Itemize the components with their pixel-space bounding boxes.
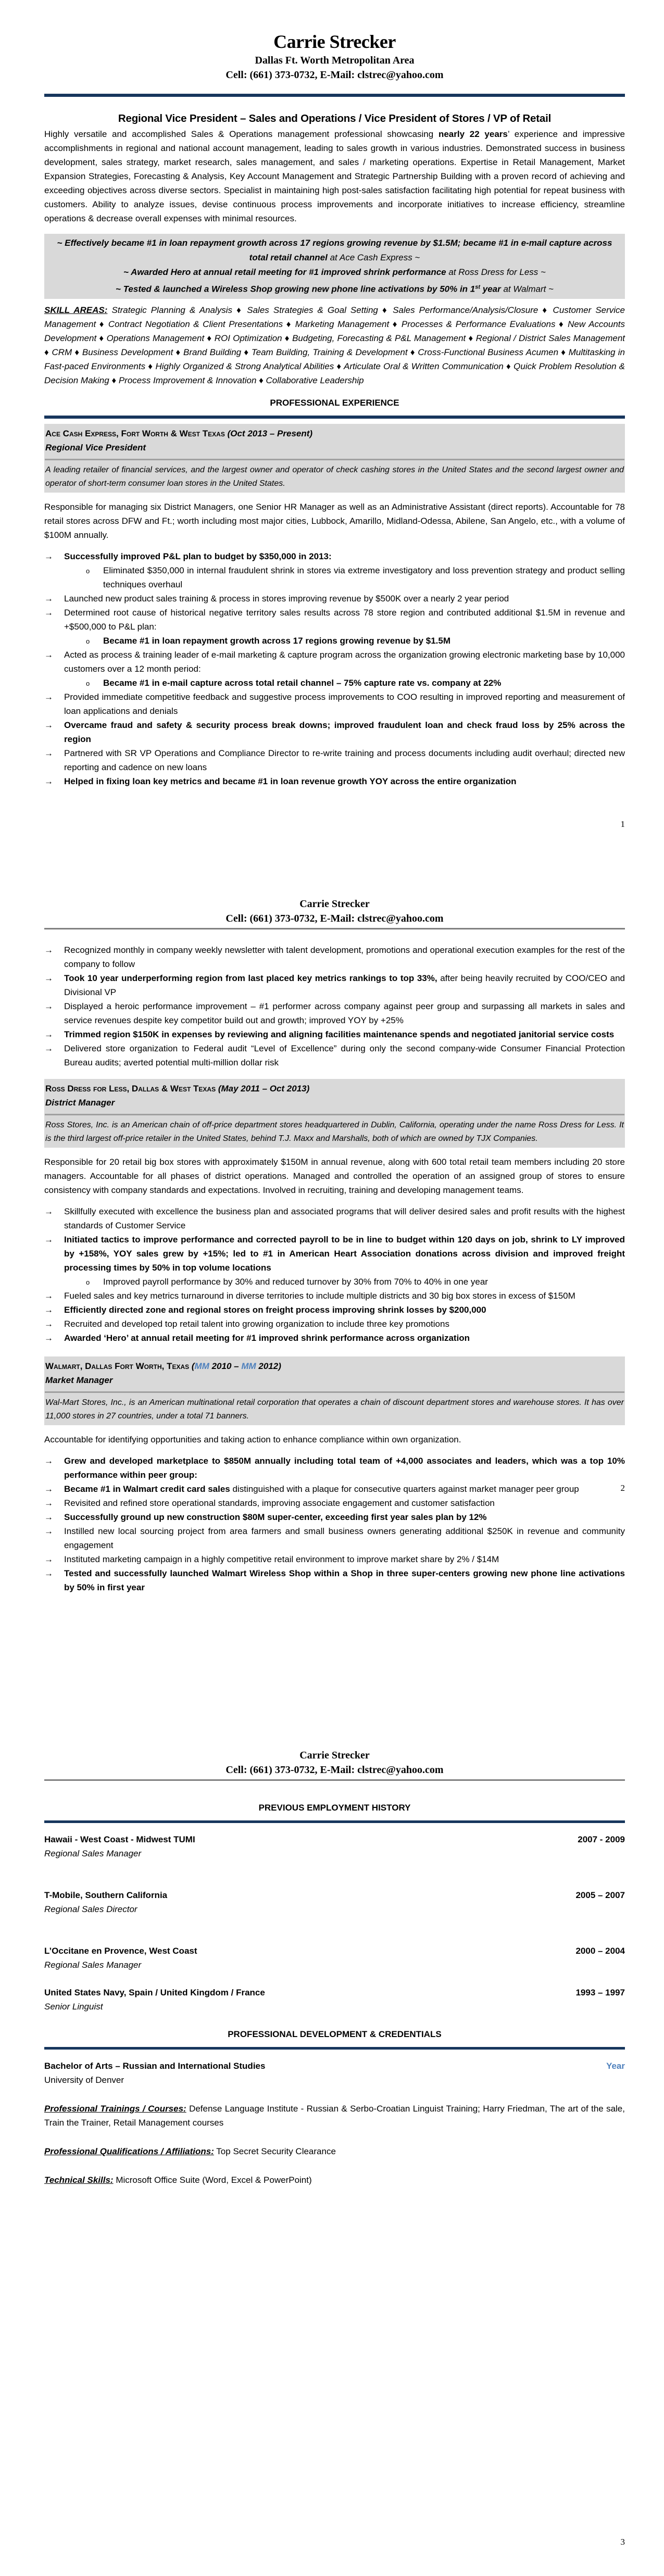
item-text: Initiated tactics to improve performance and corrected payroll to be in line to budget within 120 days on job, shrink to LY improved by +158%, YOY sales grew by +15%; led to #1 in American Heart Association donations across division and improved freight processing times by 50% in top volume locations <box>64 1235 625 1273</box>
list-item <box>44 999 625 1027</box>
company-name: T-Mobile, Southern California <box>44 1890 168 1900</box>
list-item <box>44 1303 625 1317</box>
summary-text-rest: ’ experience and impressive accomplishments in regional and national account management, leading to sales growth in various industries. Demonstrated success in business development, sales strategy, market research, sales management, and sales / marketing operations. Expertise in Retail Management, Market Expansion Strategies, Forecasting & Analysis, Key Account Management and Strategic Partnership Building with a proven record of achieving and exceeding objectives across diverse sectors. Specialist in maintaining high post-sales satisfaction facilitating high potential for repeat business with customers. Ability to analyze issues, devise continuous process improvements and incorporate initiatives to increase efficiency, streamline operations & decrease overall expenses with minimal resources. <box>44 129 625 223</box>
item-text-bold: Took 10 year underperforming region from last placed key metrics rankings to top 33%, <box>64 973 437 983</box>
candidate-contact: Cell: (661) 373-0732, E-Mail: clstrec@yahoo.com <box>225 69 444 81</box>
arrow-icon: → <box>44 607 53 618</box>
technical-skills-text: Microsoft Office Suite (Word, Excel & PowerPoint) <box>113 2175 312 2185</box>
arrow-icon: → <box>44 593 53 604</box>
highlight-item <box>48 236 621 265</box>
arrow-icon: → <box>44 1568 53 1578</box>
highlight-rest: at Ross Dress for Less ~ <box>446 267 546 277</box>
job-dates: (May 2011 – Oct 2013) <box>218 1084 310 1094</box>
arrow-icon: → <box>44 1029 53 1039</box>
list-item <box>44 774 625 788</box>
job-role: Regional Sales Director <box>44 1904 137 1914</box>
item-text: Tested and successfully launched Walmart Wireless Shop within a Shop in three super-centers growing new phone line activations by 50% in first year <box>64 1568 625 1592</box>
item-text: Fueled sales and key metrics turnaround in diverse territories to include multiple districts and 30 big box stores in excess of $150M <box>64 1291 575 1301</box>
list-item <box>44 1289 625 1303</box>
arrow-icon: → <box>44 649 53 660</box>
item-text: Trimmed region $150K in expenses by reviewing and aligning facilities maintenance spends and negotiated janitorial service costs <box>64 1029 615 1039</box>
previous-job-header <box>44 1832 625 1846</box>
header-divider <box>44 94 625 97</box>
job-role: Regional Sales Manager <box>44 1960 142 1970</box>
degree-title: Bachelor of Arts – Russian and International Studies <box>44 2061 266 2071</box>
running-header-divider <box>44 1779 625 1781</box>
arrow-icon: → <box>44 692 53 702</box>
item-text: Overcame fraud and safety & security process break downs; improved fraudulent loan and check fraud loss by 25% across the region <box>64 720 625 744</box>
job-role: Senior Linguist <box>44 2002 103 2012</box>
circle-bullet-icon: o <box>86 567 90 575</box>
trainings <box>44 2102 625 2130</box>
highlight-bold: ~ Effectively became #1 in loan repayment growth across 17 regions growing revenue by $1.5M; became #1 in e-mail capture across total retail channel <box>57 238 612 262</box>
company-description: Wal-Mart Stores, Inc., is an American multinational retail corporation that operates a chain of discount department stores and warehouse stores. It has over 11,000 stores in 27 countries, under a total 71 banners. <box>45 1398 624 1421</box>
previous-job-header <box>44 1986 625 2000</box>
highlight-sup: st <box>475 284 481 290</box>
item-text: Eliminated $350,000 in internal fraudulent shrink in stores via extreme investigatory and loss prevention strategy and product selling techniques overhaul <box>103 565 625 589</box>
qualifications-label: Professional Qualifications / Affiliations: <box>44 2146 214 2156</box>
job-dates <box>192 1361 281 1371</box>
list-item <box>44 1027 625 1041</box>
highlight-item <box>48 265 621 280</box>
item-text: Recognized monthly in company weekly newsletter with talent development, promotions and operational execution examples for the rest of the company to follow <box>64 945 625 969</box>
company-line <box>44 426 625 441</box>
skill-areas-label: SKILL AREAS: <box>44 305 108 315</box>
job-dates: (Oct 2013 – Present) <box>227 428 313 438</box>
trainings-text: Defense Language Institute - Russian & Serbo-Croatian Linguist Training; Harry Friedman, The art of the sale, Train the Trainer, Retail Management courses <box>44 2104 625 2128</box>
arrow-icon: → <box>44 1235 53 1245</box>
company-description: A leading retailer of financial services, and the largest owner and operator of check cashing stores in the United States and the second largest owner and operator of short-term consumer loan stores in the United States. <box>45 465 624 488</box>
technical-skills <box>44 2173 625 2187</box>
running-header-contact: Cell: (661) 373-0732, E-Mail: clstrec@yahoo.com <box>225 913 444 924</box>
previous-job <box>44 1888 625 1916</box>
running-header-divider <box>44 928 625 929</box>
previous-employment-list <box>44 1832 625 2014</box>
list-item <box>44 592 625 606</box>
list-item <box>44 1331 625 1345</box>
highlight-item <box>48 280 621 297</box>
degree-row <box>44 2059 625 2073</box>
item-text: Became #1 in loan repayment growth across 17 regions growing revenue by $1.5M <box>103 635 451 646</box>
page-2 <box>0 846 664 1698</box>
highlights-box <box>44 234 625 299</box>
list-item <box>44 690 625 718</box>
sub-item <box>44 1275 625 1289</box>
item-text: Improved payroll performance by 30% and reduced turnover by 30% from 70% to 40% in one year <box>103 1277 488 1287</box>
date-paren: ( <box>191 1361 195 1371</box>
achievements-list <box>44 1204 625 1345</box>
candidate-location: Dallas Ft. Worth Metropolitan Area <box>255 55 415 66</box>
company-line <box>44 1359 625 1373</box>
highlight-bold: year <box>480 284 501 294</box>
item-text: Efficiently directed zone and regional stores on freight process improving shrink losses by $200,000 <box>64 1305 486 1315</box>
sub-item <box>44 634 625 648</box>
job-header-ross <box>44 1079 625 1148</box>
list-item <box>44 1454 625 1482</box>
target-title: Regional Vice President – Sales and Operations / Vice President of Stores / VP of Retail <box>118 112 552 124</box>
item-text: Skillfully executed with excellence the business plan and associated programs that will deliver desired sales and profit results with the highest standards of Customer Service <box>64 1207 625 1230</box>
item-text: Became #1 in e-mail capture across total retail channel – 75% capture rate vs. company at 22% <box>103 677 502 688</box>
sub-list <box>64 1275 625 1289</box>
job-dates: 2007 - 2009 <box>578 1834 625 1844</box>
skill-areas <box>44 303 625 387</box>
list-item <box>44 1041 625 1070</box>
running-header-name: Carrie Strecker <box>299 1750 370 1761</box>
job-role: District Manager <box>45 1098 115 1108</box>
list-item <box>44 1566 625 1594</box>
circle-bullet-icon: o <box>86 679 90 687</box>
achievements-list <box>44 1454 625 1594</box>
item-text: Successfully improved P&L plan to budget by $350,000 in 2013: <box>64 551 332 561</box>
company-name: Ross Dress for Less, Dallas & West Texas <box>45 1084 216 1094</box>
arrow-icon: → <box>44 1001 53 1011</box>
item-text: Instituted marketing campaign in a highly competitive retail environment to improve market share by 2% / $14M <box>64 1554 499 1564</box>
sub-list <box>64 676 625 690</box>
circle-bullet-icon: o <box>86 1278 90 1286</box>
sub-item <box>44 676 625 690</box>
arrow-icon: → <box>44 720 53 730</box>
previous-job <box>44 1832 625 1861</box>
list-item <box>44 718 625 746</box>
arrow-icon: → <box>44 945 53 955</box>
list-item <box>44 606 625 648</box>
page-number: 1 <box>620 819 625 829</box>
item-text: Grew and developed marketplace to $850M annually including total team of +4,000 associates and leaders, which was a top 10% performance within peer group: <box>64 1456 625 1480</box>
running-header-contact: Cell: (661) 373-0732, E-Mail: clstrec@yahoo.com <box>225 1764 444 1776</box>
previous-job-header <box>44 1888 625 1902</box>
company-description: Ross Stores, Inc. is an American chain of off-price department stores headquartered in Dublin, California, operating under the name Ross Dress for Less. It is the third largest off-price retailer in the United States, behind T.J. Maxx and Marshalls, both of which are owned by TJX Companies. <box>45 1121 624 1143</box>
arrow-icon: → <box>44 1207 53 1216</box>
list-item <box>44 746 625 774</box>
achievements-list-continued <box>44 943 625 1070</box>
arrow-icon: → <box>44 1484 53 1494</box>
section-divider <box>44 1820 625 1823</box>
placeholder-month: MM <box>194 1361 209 1371</box>
job-header-ace <box>44 424 625 493</box>
item-text: Awarded ‘Hero’ at annual retail meeting for #1 improved shrink performance across organization <box>64 1333 470 1343</box>
skill-areas-list: Strategic Planning & Analysis ♦ Sales Strategies & Goal Setting ♦ Sales Performance/Analysis/Closure ♦ Customer Service Management ♦ Contract Negotiation & Client Presentations ♦ Marketing Management ♦ Processes & Performance Evaluations ♦ New Accounts Development ♦ Operations Management ♦ ROI Optimization ♦ Budgeting, Forecasting & P&L Management ♦ Regional / District Sales Management ♦ CRM ♦ Business Development ♦ Brand Building ♦ Team Building, Training & Development ♦ Cross-Functional Business Acumen ♦ Multitasking in Fast-paced Environments ♦ Highly Organized & Strong Analytical Abilities ♦ Articulate Oral & Written Communication ♦ Quick Problem Resolution & Decision Making ♦ Process Improvement & Innovation ♦ Collaborative Leadership <box>44 305 625 385</box>
highlight-bold: ~ Awarded Hero at annual retail meeting for #1 improved shrink performance <box>123 267 446 277</box>
item-text: Provided immediate competitive feedback and suggestive process improvements to COO resulting in improved reporting and measurement of loan applications and denials <box>64 692 625 716</box>
list-item <box>44 971 625 999</box>
item-text: Delivered store organization to Federal audit “Level of Excellence” during only the second company-wide Consumer Financial Protection Bureau audits; averted potential multi-million dollar risk <box>64 1044 625 1067</box>
arrow-icon: → <box>44 1319 53 1329</box>
job-dates: 1993 – 1997 <box>575 1988 625 1997</box>
list-item <box>44 648 625 690</box>
item-text: Acted as process & training leader of e-mail marketing & capture program across the organization growing electronic marketing base by 10,000 customers over a 12 month period: <box>64 649 625 674</box>
company-name: Walmart, Dallas Fort Worth, Texas <box>45 1361 190 1371</box>
highlight-rest: at Walmart ~ <box>500 284 554 294</box>
section-divider <box>44 2047 625 2050</box>
company-name: Hawaii - West Coast - Midwest TUMI <box>44 1834 195 1844</box>
list-item <box>44 943 625 971</box>
item-text: Displayed a heroic performance improvement – #1 performer across company against peer group and surpassing all markets in sales and service revenues despite key competitor build out and growth; improved YOY by +25% <box>64 1001 625 1025</box>
job-dates: 2000 – 2004 <box>575 1946 625 1956</box>
candidate-name: Carrie Strecker <box>273 31 396 52</box>
arrow-icon: → <box>44 1305 53 1315</box>
highlight-bold: ~ Tested & launched a Wireless Shop growing new phone line activations by 50% in 1 <box>116 284 475 294</box>
item-text: Helped in fixing loan key metrics and became #1 in loan revenue growth YOY across the entire organization <box>64 776 517 786</box>
list-item <box>44 1496 625 1510</box>
job-header-walmart <box>44 1356 625 1425</box>
list-item <box>44 1233 625 1289</box>
company-line <box>44 1082 625 1096</box>
list-item <box>44 549 625 592</box>
arrow-icon: → <box>44 551 53 561</box>
job-role: Regional Vice President <box>45 442 146 453</box>
list-item <box>44 1524 625 1552</box>
item-text: after being heavily recruited by COO/CEO and Divisional VP <box>64 973 625 997</box>
job-role: Market Manager <box>45 1375 113 1385</box>
previous-job-header <box>44 1944 625 1958</box>
sub-item <box>44 563 625 592</box>
previous-job <box>44 1986 625 2014</box>
item-text: Revisited and refined store operational standards, improving associate engagement and customer satisfaction <box>64 1498 495 1508</box>
achievements-list <box>44 549 625 788</box>
item-text: distinguished with a plaque for consecutive quarters against market manager peer group <box>230 1484 579 1494</box>
section-title-experience: PROFESSIONAL EXPERIENCE <box>270 397 399 408</box>
school-name: University of Denver <box>44 2075 124 2085</box>
date-year: 2010 – <box>209 1361 242 1371</box>
sub-list <box>64 634 625 648</box>
arrow-icon: → <box>44 1044 53 1053</box>
item-text: Successfully ground up new construction $80M super-center, exceeding first year sales plan by 12% <box>64 1512 487 1522</box>
date-year: 2012) <box>256 1361 281 1371</box>
arrow-icon: → <box>44 776 53 786</box>
company-name: L’Occitane en Provence, West Coast <box>44 1946 197 1956</box>
job-summary: Responsible for managing six District Managers, one Senior HR Manager as well as an Administrative Assistant (direct reports). Accountable for 78 retail stores across DFW and Ft.; worth including most major cities, Lubbock, Amarillo, Midland-Odessa, Abilene, San Angelo, etc., with a volume of $100M annually. <box>44 501 625 540</box>
item-text-bold: Became #1 in Walmart credit card sales <box>64 1484 230 1494</box>
page-1 <box>0 0 664 846</box>
summary-paragraph <box>44 127 625 225</box>
arrow-icon: → <box>44 748 53 758</box>
list-item <box>44 1510 625 1524</box>
list-item <box>44 1317 625 1331</box>
job-summary: Responsible for 20 retail big box stores with approximately $150M in annual revenue, along with 600 total retail team members including 20 store managers. Accountable for all phases of district operations. Managed and controlled the operation of an assigned group of stores to ensure consistency with company standards and expectations. Involved in recruiting, training and developing management teams. <box>44 1157 625 1195</box>
section-title-credentials: PROFESSIONAL DEVELOPMENT & CREDENTIALS <box>228 2029 442 2039</box>
arrow-icon: → <box>44 1333 53 1343</box>
company-name: Ace Cash Express, Fort Worth & West Texas <box>45 428 225 438</box>
item-text: Partnered with SR VP Operations and Compliance Director to re-write training and process documents including audit overhaul; directed new reporting and cadence on new loans <box>64 748 625 772</box>
placeholder-month: MM <box>241 1361 256 1371</box>
job-role: Regional Sales Manager <box>44 1849 142 1858</box>
list-item <box>44 1482 625 1496</box>
running-header-name: Carrie Strecker <box>299 898 370 910</box>
item-text: Instilled new local sourcing project from area farmers and small business owners generating additional $250K in revenue and community engagement <box>64 1526 625 1550</box>
arrow-icon: → <box>44 973 53 983</box>
item-text: Launched new product sales training & process in stores improving revenue by $500K over a nearly 2 year period <box>64 593 509 604</box>
circle-bullet-icon: o <box>86 637 90 645</box>
arrow-icon: → <box>44 1291 53 1301</box>
page-number: 3 <box>620 2537 625 2547</box>
qualifications-text: Top Secret Security Clearance <box>214 2146 336 2156</box>
list-item <box>44 1204 625 1233</box>
highlight-rest: at Ace Cash Express ~ <box>327 253 420 262</box>
page-number: 2 <box>620 1483 625 1493</box>
list-item <box>44 1552 625 1566</box>
summary-text: Highly versatile and accomplished Sales & Operations management professional showcasing <box>44 129 439 139</box>
education <box>44 2059 625 2087</box>
section-divider <box>44 416 625 419</box>
summary-years: nearly 22 years <box>438 129 508 139</box>
sub-list <box>64 563 625 592</box>
page-3 <box>0 1698 664 2576</box>
degree-year: Year <box>606 2061 625 2071</box>
arrow-icon: → <box>44 1526 53 1536</box>
qualifications <box>44 2144 625 2158</box>
arrow-icon: → <box>44 1554 53 1564</box>
item-text: Determined root cause of historical negative territory sales results across 78 store region and contributed additional $1.5M in revenue and +$500,000 to P&L plan: <box>64 607 625 632</box>
technical-skills-label: Technical Skills: <box>44 2175 114 2185</box>
arrow-icon: → <box>44 1512 53 1522</box>
section-title-previous: PREVIOUS EMPLOYMENT HISTORY <box>258 1803 411 1813</box>
job-dates: 2005 – 2007 <box>575 1890 625 1900</box>
company-name: United States Navy, Spain / United Kingdom / France <box>44 1988 265 1997</box>
arrow-icon: → <box>44 1498 53 1508</box>
job-summary: Accountable for identifying opportunities and taking action to enhance compliance within own organization. <box>44 1435 461 1444</box>
item-text: Recruited and developed top retail talent into growing organization to include three key promotions <box>64 1319 449 1329</box>
arrow-icon: → <box>44 1456 53 1466</box>
previous-job <box>44 1944 625 1972</box>
trainings-label: Professional Trainings / Courses: <box>44 2104 186 2114</box>
